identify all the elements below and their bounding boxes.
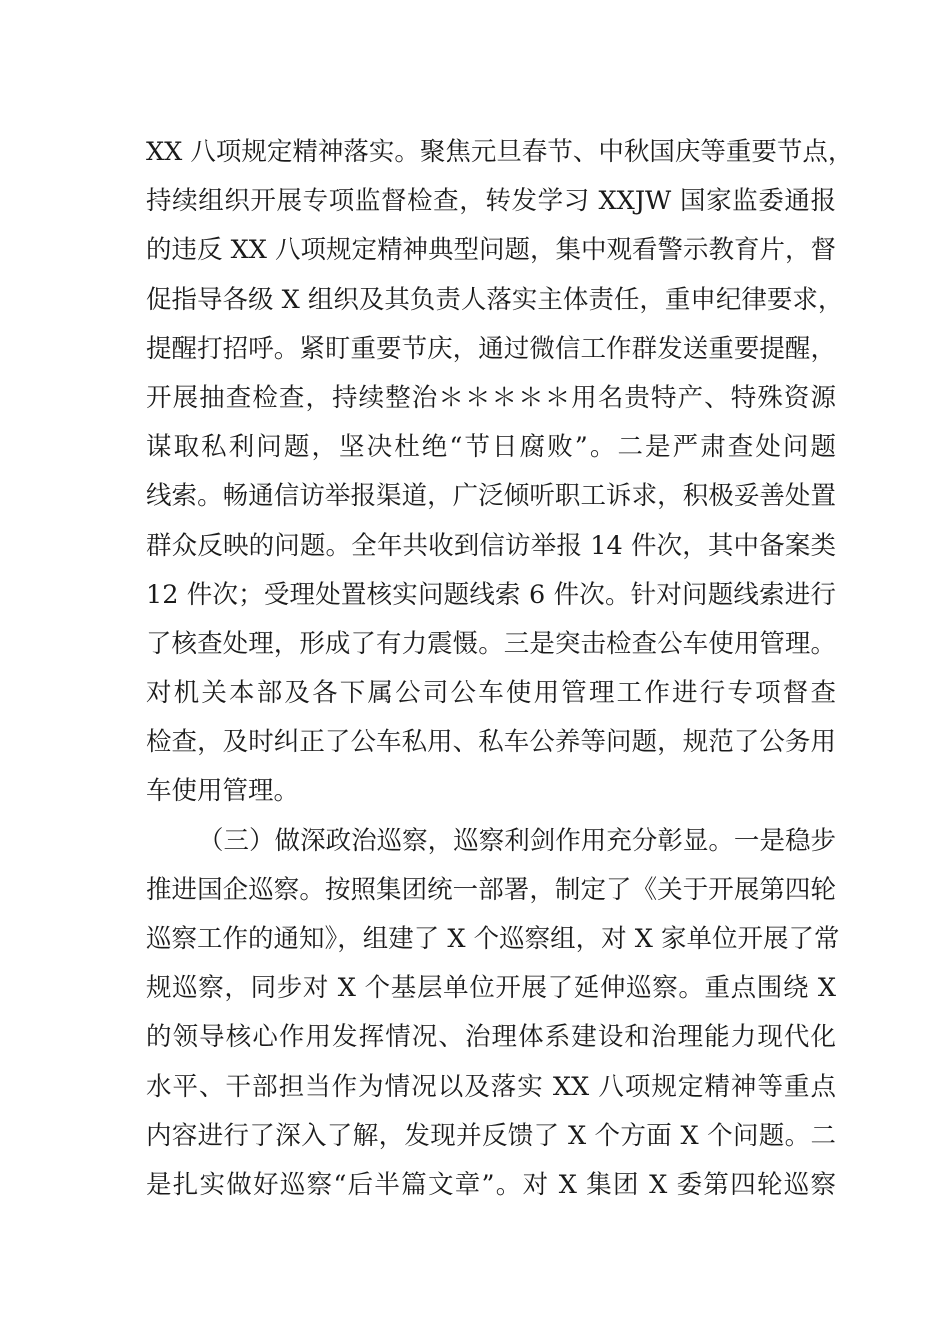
text-line: 的领导核心作用发挥情况、治理体系建设和治理能力现代化 bbox=[146, 1022, 836, 1053]
text-line: （三）做深政治巡察，巡察利剑作用充分彰显。一是稳步 bbox=[198, 825, 836, 856]
text-line: 促指导各级 X 组织及其负责人落实主体责任，重申纪律要求， bbox=[146, 284, 844, 315]
text-line: 群众反映的问题。全年共收到信访举报 14 件次，其中备案类 bbox=[146, 530, 836, 561]
text-line: 巡察工作的通知》，组建了 X 个巡察组，对 X 家单位开展了常 bbox=[146, 924, 840, 954]
text-line: 线索。畅通信访举报渠道，广泛倾听职工诉求，积极妥善处置 bbox=[146, 481, 836, 512]
text-line: 对机关本部及各下属公司公车使用管理工作进行专项督查 bbox=[146, 678, 836, 709]
text-line: 持续组织开展专项监督检查，转发学习 XXJW 国家监委通报 bbox=[146, 186, 836, 217]
paragraph-1 bbox=[146, 128, 854, 817]
text-line: XX 八项规定精神落实。聚焦元旦春节、中秋国庆等重要节点， bbox=[146, 137, 854, 167]
text-line: 规巡察，同步对 X 个基层单位开展了延伸巡察。重点围绕 X bbox=[146, 973, 836, 1004]
body-text bbox=[146, 128, 854, 1210]
text-line: 检查，及时纠正了公车私用、私车公养等问题，规范了公务用 bbox=[146, 727, 836, 758]
text-line: 内容进行了深入了解，发现并反馈了 X 个方面 X 个问题。二 bbox=[146, 1120, 836, 1151]
text-line: 开展抽查检查，持续整治＊＊＊＊＊用名贵特产、特殊资源 bbox=[146, 382, 836, 413]
text-line: 车使用管理。 bbox=[146, 776, 300, 807]
text-line: 提醒打招呼。紧盯重要节庆，通过微信工作群发送重要提醒， bbox=[146, 333, 836, 364]
paragraph-2 bbox=[146, 817, 840, 1211]
text-line: 谋取私利问题，坚决杜绝“节日腐败”。二是严肃查处问题 bbox=[146, 432, 836, 463]
text-line: 的违反 XX 八项规定精神典型问题，集中观看警示教育片，督 bbox=[146, 235, 837, 266]
text-line: 了核查处理，形成了有力震慑。三是突击检查公车使用管理。 bbox=[146, 628, 836, 659]
text-line: 水平、干部担当作为情况以及落实 XX 八项规定精神等重点 bbox=[146, 1071, 836, 1102]
text-line: 是扎实做好巡察“后半篇文章”。对 X 集团 X 委第四轮巡察 bbox=[146, 1169, 836, 1200]
text-line: 推进国企巡察。按照集团统一部署，制定了《关于开展第四轮 bbox=[146, 874, 836, 905]
text-line: 12 件次；受理处置核实问题线索 6 件次。针对问题线索进行 bbox=[146, 579, 836, 610]
